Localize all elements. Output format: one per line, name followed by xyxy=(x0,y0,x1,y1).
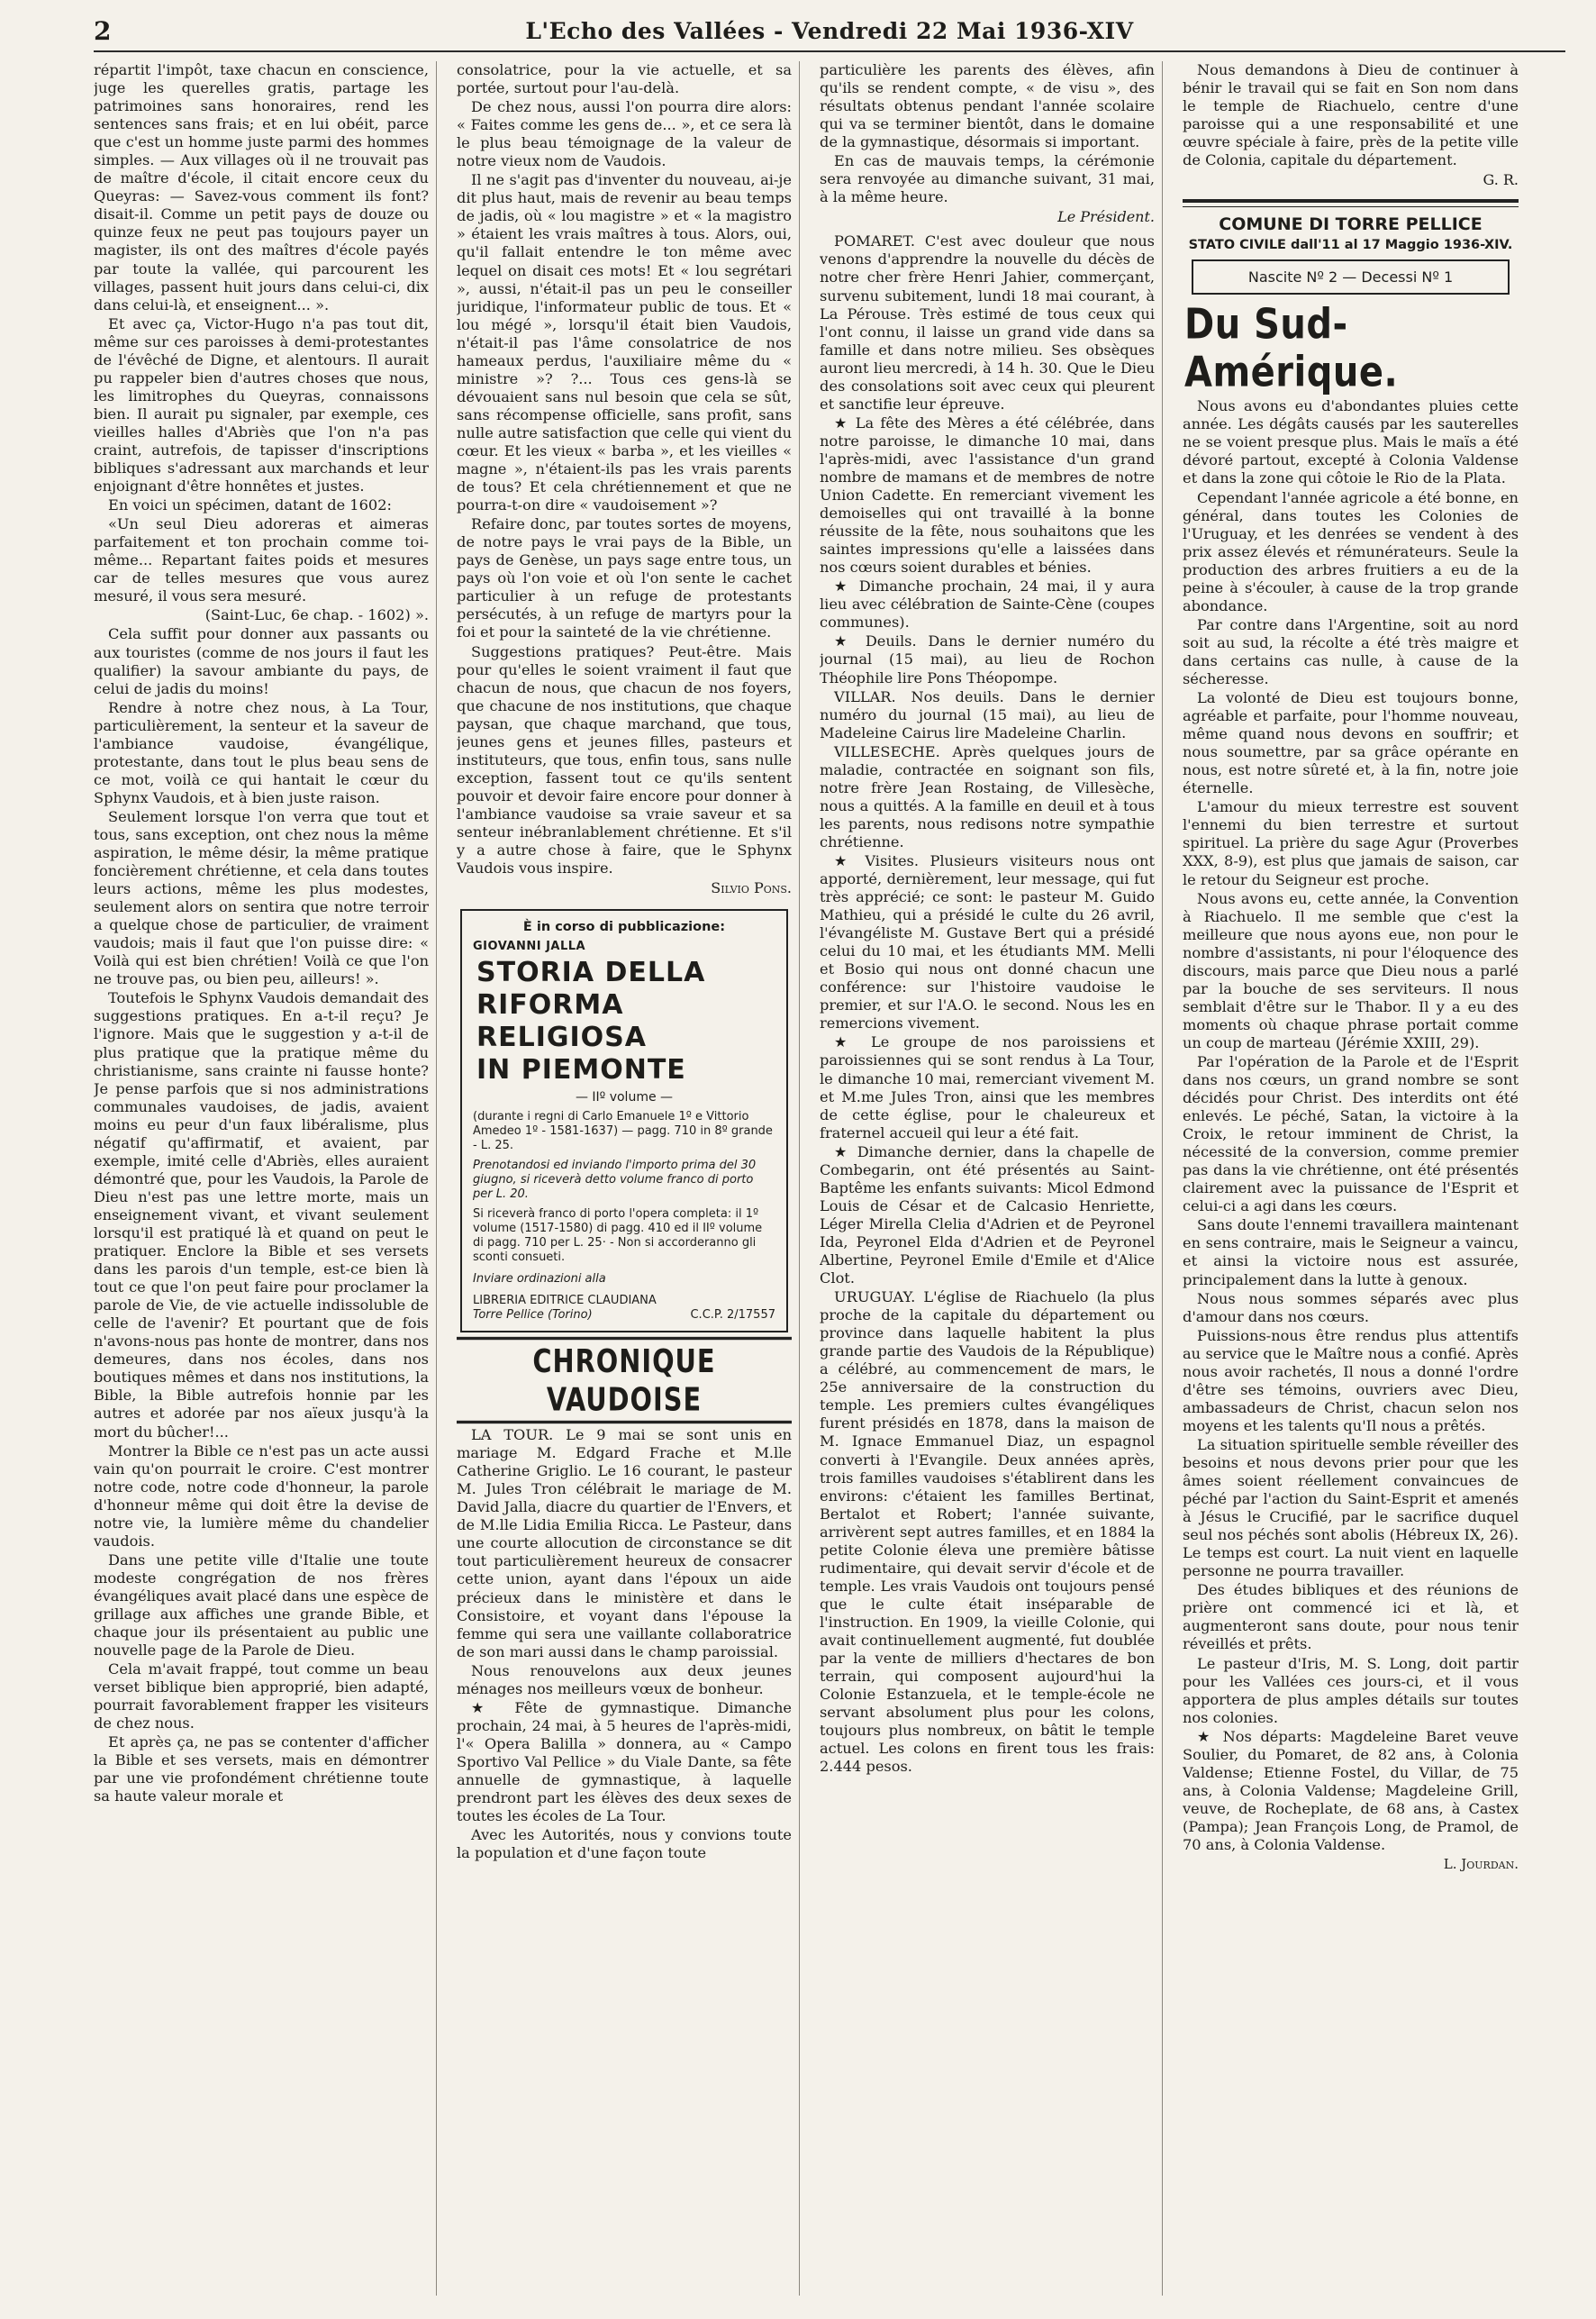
paragraph: ★ La fête des Mères a été célébrée, dans notre paroisse, le dimanche 10 mai, dans l'après-midi, avec l'assistance d'un grand nombre de mamans et de membres de notre Union Cadette. En remerciant vivement les demoiselles qui ont travaillé à la bonne réussite de la fête, nous souhaitons que les saintes impressions qu'elle a laissées dans nos cœurs soient durables et bénies. xyxy=(820,414,1155,577)
paragraph: VILLAR. Nos deuils. Dans le dernier numéro du journal (15 mai), au lieu de Madeleine Cairus lire Madeleine Charlin. xyxy=(820,687,1155,741)
paragraph: Avec les Autorités, nous y convions toute la population et d'une façon toute xyxy=(457,1826,792,1862)
paragraph: Le pasteur d'Iris, M. S. Long, doit partir pour les Vallées ces jours-ci, et il vous apportera de plus amples détails sur toutes nos colonies. xyxy=(1183,1654,1519,1726)
paragraph: «Un seul Dieu adoreras et aimeras parfaitement et ton prochain comme toi-même... Repartant faites poids et mesures car de telles mesures que vous aurez mesuré, il vous sera mesuré. xyxy=(94,515,429,605)
paragraph: Toutefois le Sphynx Vaudois demandait des suggestions pratiques. En a-t-il reçu? Je l'ignore. Mais que le suggestion y a-t-il de plus pratique que la pratique même du christianisme, sans crainte ni fausse honte? Je pense parfois que si nos administrations communales vaudoises, de jadis, avaient moins eu peur d'un faux libéralisme, plus négatif qu'affirmatif, et avaient, par exemple, imité celle d'Abriès, elles auraient démontré que, pour les Vaudois, la Parole de Dieu n'est pas une lettre morte, mais un enseignement vivant, et vivant seulement lorsqu'il est pratiqué là et quand on peut le pratiquer. Enclore la Bible et ses versets dans les parois d'un temple, est-ce bien là tout ce que l'on peut faire pour proclamer la parole de Vie, de vie actuelle indissoluble de celle de l'avenir? Et pourtant que de fois n'avons-nous pas honte de montrer, dans nos demeures, dans nos écoles, dans nos boutiques mêmes et dans nos institutions, la Bible, la Bible autrefois honnie par les autres et adorée par nos aïeux jusqu'à la mort du bûcher!... xyxy=(94,989,429,1441)
divider xyxy=(1183,206,1519,207)
section-title: CHRONIQUE VAUDOISE xyxy=(457,1337,792,1423)
paragraph: Seulement lorsque l'on verra que tout et tous, sans exception, ont chez nous la même aspiration, le même désir, la même pratique foncièrement chrétienne, et cela dans toutes leurs actions, même les plus modestes, seulement alors on sentira que notre terroir a quelque chose de particulier, de vraiment vaudois; mais il faut que l'on puisse dire: « Voilà qui est bien chrétien! Voilà ce que l'on ne trouve pas, ou bien peu, ailleurs! ». xyxy=(94,807,429,988)
paragraph: ★ Visites. Plusieurs visiteurs nous ont apporté, dernièrement, leur message, qui fut très apprécié; ce sont: le pasteur M. Guido Mathieu, qui a présidé le culte du 26 avril, l'évangéliste M. Gustave Bert qui a présidé celui du 10 mai, et les étudiants MM. Melli et Bosio qui nous ont donné chacun une conférence: sur l'histoire vaudoise le premier, et sur l'A.O. le second. Nous les en remercions vivement. xyxy=(820,851,1155,1032)
article-signature: L. Jourdan. xyxy=(1443,1856,1519,1873)
paragraph: Montrer la Bible ce n'est pas un acte aussi vain qu'on pourrait le croire. C'est montrer notre code, notre code d'honneur, la parole d'honneur même qui doit être la devise de notre vie, la lumière même du chandelier vaudois. xyxy=(94,1441,429,1550)
paragraph: Nous demandons à Dieu de continuer à bénir le travail qui se fait en Son nom dans le temple de Riachuelo, centre d'une paroisse qui a une responsabilité et une œuvre spéciale à faire, près de la petite ville de Colonia, capitale du département. xyxy=(1183,61,1519,169)
paragraph: En voici un spécimen, datant de 1602: xyxy=(108,496,392,514)
paragraph: L'amour du mieux terrestre est souvent l'ennemi du bien terrestre et surtout spirituel. La prière du sage Agur (Proverbes XXX, 8-9), est plus que jamais de saison, car le retour du Seigneur est proche. xyxy=(1183,798,1519,888)
column-3 xyxy=(820,61,1163,2296)
paragraph: Nous nous sommes séparés avec plus d'amour dans nos cœurs. xyxy=(1183,1289,1519,1325)
paragraph: Des études bibliques et des réunions de prière ont commencé ici et là, et augmenteront sans doute, pour nous tenir réveillés et prêts. xyxy=(1183,1581,1519,1653)
paragraph: Puissions-nous être rendus plus attentifs au service que le Maître nous a confié. Après nous avoir rachetés, Il nous a donné l'ordre d'être ses témoins, ouvriers avec Dieu, ambassadeurs de Christ, chacun selon nos moyens et les talents qu'Il nous a prêtés. xyxy=(1183,1326,1519,1434)
paragraph: Suggestions pratiques? Peut-être. Mais pour qu'elles le soient vraiment il faut que chacun de nous, que chacun de nos foyers, que chacune de nos institutions, que chaque paysan, que chaque marchand, que tous, jeunes gens et jeunes filles, pasteurs et instituteurs, que tous, enfin tous, sans nulle exception, fassent tout ce qu'ils sentent pouvoir et devoir faire encore pour donner à l'ambiance vaudoise sa vraie saveur et sa senteur inébranlablement chrétienne. Et s'il y a autre chose à faire, que le Sphynx Vaudois vous inspire. xyxy=(457,642,792,878)
paragraph: Il ne s'agit pas d'inventer du nouveau, ai-je dit plus haut, mais de revenir au beau temps de jadis, où « lou magistre » et « la magistro » étaient les vrais maîtres à tous. Alors, oui, qu'il fallait entendre le ton même avec lequel on disait ces mots! Et « lou segrétari », aussi, n'était-il pas un peu le conseiller juridique, l'informateur public de tous. Et « lou mégé », lorsqu'il était bien Vaudois, n'était-il pas l'âme consolatrice de nos hameaux perdus, l'auxiliaire même du « ministre »? ?... Tous ces gens-là se dévouaient sans nul besoin que cela se sût, sans récompense officielle, sans profit, sans nulle autre satisfaction que celle qui vient du cœur. Et les vieux « barba », et les vieilles « magne », n'étaient-ils pas les vrais parents de tous? Et cela chrétiennement et que ne pourra-t-on dire « vaudoisement »? xyxy=(457,171,792,514)
ad-title-line: IN PIEMONTE xyxy=(476,1054,686,1087)
paragraph: Nous renouvelons aux deux jeunes ménages nos meilleurs vœux de bonheur. xyxy=(457,1661,792,1697)
paragraph: Par contre dans l'Argentine, soit au nord soit au sud, la récolte a été très maigre et dans certains cas nulle, à cause de la sécheresse. xyxy=(1183,615,1519,687)
paragraph: URUGUAY. L'église de Riachuelo (la plus proche de la capitale du département ou province dans laquelle habitent la plus grande partie des Vaudois de la République) a célébré, au commencement de mars, le 25e anniversaire de la construction du temple. Les premiers cultes évangéliques furent présidés en 1878, dans la maison de M. Ignace Emmanuel Diaz, un espagnol converti à l'Evangile. Deux années après, trois familles vaudoises s'établirent dans les environs: c'étaient les familles Bertinat, Bertalot et Robert; l'année suivante, arrivèrent sept autres familles, et en 1884 la petite Colonie éleva une première bâtisse rudimentaire, qui devait servir d'école et de temple. Les vrais Vaudois ont toujours pensé que le culte était inséparable de l'instruction. En 1909, la vieille Colonie, qui avait continuellement augmenté, fut doublée par la vente de milliers d'hectares de bon terrain, qui composent aujourd'hui la Colonie Estanzuela, et le temple-école ne servant absolument plus pour les colons, toujours plus nombreux, on bâtit le temple actuel. Les colons en firent tous les frais: 2.444 pesos. xyxy=(820,1288,1155,1776)
divider xyxy=(1183,199,1519,203)
column-1 xyxy=(94,61,437,2296)
paragraph: Cela suffit pour donner aux passants ou aux touristes (comme de nos jours il faut les qualifier) la savour ambiante du pays, de celui de jadis du moins! xyxy=(94,625,429,697)
paragraph: Cependant l'année agricole a été bonne, en général, dans toutes les Colonies de l'Uruguay, et les denrées se vendent à des prix assez élevés et rémunérateurs. Seule la production des arbres fruitiers a eu de la peine à s'écouler, à cause de la trop grande abondance. xyxy=(1183,488,1519,614)
paragraph: Dans une petite ville d'Italie une toute modeste congrégation de nos frères évangéliques avait placé dans une espèce de grillage aux affiches une grande Bible, et chaque jour ils présentaient au public une nouvelle page de la Parole de Dieu. xyxy=(94,1551,429,1660)
article-heading: Du Sud-Amérique. xyxy=(1184,301,1399,397)
author-signature: Silvio Pons. xyxy=(711,879,792,897)
paragraph: VILLESECHE. Après quelques jours de maladie, contractée en soignant son fils, notre frère Jean Rostaing, de Villesèche, nous a quittés. A la famille en deuil et à tous les parents, nous redisons notre sympathie chrétienne. xyxy=(820,742,1155,850)
ad-heading: È in corso di pubblicazione: xyxy=(522,920,726,935)
ad-offer-complete: Si riceverà franco di porto l'opera completa: il 1º volume (1517-1580) di pagg. 410 ed il IIº volume di pagg. 710 per L. 25· - Non si accorderanno gli sconti consueti. xyxy=(473,1207,763,1265)
comune-title: COMUNE DI TORRE PELLICE xyxy=(1219,214,1483,235)
paragraph: particulière les parents des élèves, afin qu'ils se rendent compte, « de visu », des résultats obtenus pendant l'année scolaire qui va se terminer bientôt, dans le domaine de la gymnastique, désormais si important. xyxy=(820,61,1155,151)
book-advertisement xyxy=(460,909,788,1332)
paragraph: Nous avons eu, cette année, la Convention à Riachuelo. Il me semble que c'est la meilleure que nous ayons eue, non pour le nombre d'assistants, ni pour l'éloquence des discours, mais parce que Dieu nous a parlé par la bouche de ses serviteurs. Il nous semblait d'être sur le Thabor. Il y a eu des moments où chaque phrase portait comme un coup de marteau (Jérémie XXIII, 29). xyxy=(1183,889,1519,1051)
paragraph: Nous avons eu d'abondantes pluies cette année. Les dégâts causés par les sauterelles ne se voient presque plus. Mais le maïs a été dévoré partout, excepté à Colonia Valdense et dans la zone qui côtoie le Rio de la Plata. xyxy=(1183,397,1519,487)
ad-title-line: RIFORMA RELIGIOSA xyxy=(476,989,647,1054)
ad-author: GIOVANNI JALLA xyxy=(473,940,586,954)
ad-details: (durante i regni di Carlo Emanuele 1º e Vittorio Amedeo 1º - 1581-1637) — pagg. 710 in 8º grande - L. 25. xyxy=(473,1110,773,1153)
paragraph: Par l'opération de la Parole et de l'Esprit dans nos cœurs, un grand nombre se sont décidés pour Christ. Des interdits ont été enlevés. Le péché, Satan, la victoire à la Croix, le retour imminent de Christ, la nécessité de la conversion, comme premier pas dans la vie chrétienne, ont été présentés clairement avec la puissance de l'Esprit et celui-ci a agi dans les cœurs. xyxy=(1183,1052,1519,1215)
ad-city: Torre Pellice (Torino) xyxy=(473,1308,593,1323)
president-signature: Le Président. xyxy=(1057,208,1155,226)
paragraph: Rendre à notre chez nous, à La Tour, particulièrement, la senteur et la saveur de l'ambiance vaudoise, évangélique, protestante, dans tout le plus beau sens de ce mot, voilà ce qui hantait le cœur du Sphynx Vaudois, et à bien juste raison. xyxy=(94,698,429,806)
paragraph: Cela m'avait frappé, tout comme un beau verset biblique bien approprié, bien adapté, pourrait favorablement frapper les visiteurs de chez nous. xyxy=(94,1660,429,1732)
column-4 xyxy=(1183,61,1526,2296)
paragraph: ★ Deuils. Dans le dernier numéro du journal (15 mai), au lieu de Rochon Théophile lire Pons Théopompe. xyxy=(820,632,1155,687)
paragraph: Refaire donc, par toutes sortes de moyens, de notre pays le vrai pays de la Bible, un pays de Genèse, un pays sage entre tous, un pays où l'on voie et où l'on sente le cachet particulier à un refuge de protestants persécutés, à un refuge de martyrs pour la foi et pour la sainteté de la vie chrétienne. xyxy=(457,515,792,641)
ad-order: Inviare ordinazioni alla xyxy=(473,1272,606,1287)
ad-publisher: LIBRERIA EDITRICE CLAUDIANA xyxy=(473,1294,657,1308)
ad-title xyxy=(476,957,775,1087)
paragraph: ★ Fête de gymnastique. Dimanche prochain, 24 mai, à 5 heures de l'après-midi, l'« Opera Balilla » donnera, au « Campo Sportivo Val Pellice » du Viale Dante, sa fête annuelle de gymnastique, à laquelle prendront part les élèves des deux sexes de toutes les écoles de La Tour. xyxy=(457,1698,792,1825)
comune-subtitle: STATO CIVILE dall'11 al 17 Maggio 1936-XIV. xyxy=(1188,238,1513,253)
paragraph: De chez nous, aussi l'on pourra dire alors: « Faites comme les gens de... », et ce sera là le plus beau témoignage de la valeur de notre vieux nom de Vaudois. xyxy=(457,98,792,170)
page-number: 2 xyxy=(94,16,112,46)
paragraph: LA TOUR. Le 9 mai se sont unis en mariage M. Edgard Frache et M.lle Catherine Griglio. Le 16 courant, le pasteur M. Jules Tron célébrait le mariage de M. David Jalla, diacre du quartier de l'Envers, et de M.lle Lidia Emilia Ricca. Le Pasteur, dans une courte allocution de circonstance se dit tout particulièrement heureux de consacrer cette union, ayant dans l'époux un aide précieux dans le ministère et dans le Consistoire, et voyant dans l'épouse la femme qui sera une vaillante collaboratrice de son mari aussi dans le champ paroissial. xyxy=(457,1426,792,1660)
paragraph: ★ Le groupe de nos paroissiens et paroissiennes qui se sont rendus à La Tour, le dimanche 10 mai, remerciant vivement M. et M.me Jules Tron, ainsi que les membres de cette église, pour le chaleureux et fraternel accueil qui leur a été fait. xyxy=(820,1033,1155,1141)
paragraph: Et avec ça, Victor-Hugo n'a pas tout dit, même sur ces paroisses à demi-protestantes de l'évêché de Digne, et alentours. Il aurait pu rappeler bien d'autres choses que nous, les limitrophes du Queyras, connaissons bien. Il aurait pu signaler, par exemple, ces vieilles halles d'Abriès que l'on n'a pas craint, autrefois, de tapisser d'inscriptions bibliques s'adressant aux marchands et leur enjoignant d'être honnêtes et justes. xyxy=(94,314,429,496)
ad-volume: — IIº volume — xyxy=(575,1090,674,1105)
column-2 xyxy=(457,61,800,2296)
masthead xyxy=(94,13,1565,52)
citation: (Saint-Luc, 6e chap. - 1602) ». xyxy=(204,606,429,624)
ad-address-row xyxy=(473,1308,775,1322)
paragraph: consolatrice, pour la vie actuelle, et sa portée, surtout pour l'au-delà. xyxy=(457,61,792,97)
paragraph: POMARET. C'est avec douleur que nous venons d'apprendre la nouvelle du décès de notre cher frère Henri Jahier, commerçant, survenu subitement, lundi 18 mai courant, à La Pérouse. Très estimé de tous ceux qui l'ont connu, il laisse un grand vide dans sa famille et dans notre milieu. Ses obsèques auront lieu mercredi, à 14 h. 30. Que le Dieu des consolations soit avec ceux qui pleurent et sanctifie leur épreuve. xyxy=(820,232,1155,413)
paragraph: En cas de mauvais temps, la cérémonie sera renvoyée au dimanche suivant, 31 mai, à la même heure. xyxy=(820,152,1155,206)
paragraph: ★ Nos départs: Magdeleine Baret veuve Soulier, du Pomaret, de 82 ans, à Colonia Valdense; Etienne Fostel, du Villar, de 75 ans, à Colonia Valdense; Magdeleine Grill, veuve, de Rocheplate, de 68 ans, à Castex (Pampa); Jean François Long, de Pramol, de 70 ans, à Colonia Valdense. xyxy=(1183,1727,1519,1853)
ad-title-line: STORIA DELLA xyxy=(476,957,706,989)
births-deaths-box: Nascite Nº 2 — Decessi Nº 1 xyxy=(1192,259,1510,295)
paragraph: Et après ça, ne pas se contenter d'afficher la Bible et ses versets, mais en démontrer par une vie profondément chrétienne toute sa haute valeur morale et xyxy=(94,1733,429,1805)
paragraph: La situation spirituelle semble réveiller des besoins et nous devons prier pour que les âmes soient réellement convaincues de péché par l'action du Saint-Esprit et amenés à Jésus le Crucifié, par le sacrifice duquel seul nos péchés sont abolis (Hébreux IX, 26). Le temps est court. La nuit vient en laquelle personne ne pourra travailler. xyxy=(1183,1435,1519,1580)
paragraph: répartit l'impôt, taxe chacun en conscience, juge les querelles gratis, partage les patrimoines sans honoraires, rend les sentences sans frais; et en lui obéit, parce que c'est un homme juste parmi des hommes simples. — Aux villages où il ne trouvait pas de maître d'école, il citait encore ceux du Queyras: — Savez-vous comment ils font? disait-il. Comme un petit pays de douze ou quinze feux ne peut pas toujours payer un magister, ils ont des maîtres d'école payés par toute la vallée, qui parcourent les villages, passent huit jours dans celui-ci, dix dans celui-là, et enseignent... ». xyxy=(94,61,429,314)
ad-ccp: C.C.P. 2/17557 xyxy=(690,1308,775,1323)
top-signature: G. R. xyxy=(1483,171,1519,189)
paragraph: Sans doute l'ennemi travaillera maintenant en sens contraire, mais le Seigneur a vaincu, et ainsi la victoire nous est assurée, principalement dans la lutte à genoux. xyxy=(1183,1216,1519,1288)
paragraph: ★ Dimanche prochain, 24 mai, il y aura lieu avec célébration de Sainte-Cène (coupes communes). xyxy=(820,577,1155,632)
paragraph: ★ Dimanche dernier, dans la chapelle de Combegarin, ont été présentés au Saint-Baptême les enfants suivants: Micol Edmond Louis de César et de Calcasio Henriette, Léger Mirella Clelia d'Adrien et de Peyronel Ida, Peyronel Elda d'Adrien et de Peyronel Albertine, Peyronel Emile d'Emile et d'Alice Clot. xyxy=(820,1142,1155,1287)
ad-offer: Prenotandosi ed inviando l'importo prima del 30 giugno, si riceverà detto volume franco di porto per L. 20. xyxy=(473,1159,757,1202)
paragraph: La volonté de Dieu est toujours bonne, agréable et parfaite, pour l'homme nouveau, même quand nous devons en souffrir; et nous soumettre, par sa grâce opérante en nous, est notre sûreté et, à la fin, notre joie éternelle. xyxy=(1183,689,1519,797)
newspaper-title: L'Echo des Vallées - Vendredi 22 Mai 1936-XIV xyxy=(525,18,1134,44)
columns xyxy=(94,61,1565,2296)
